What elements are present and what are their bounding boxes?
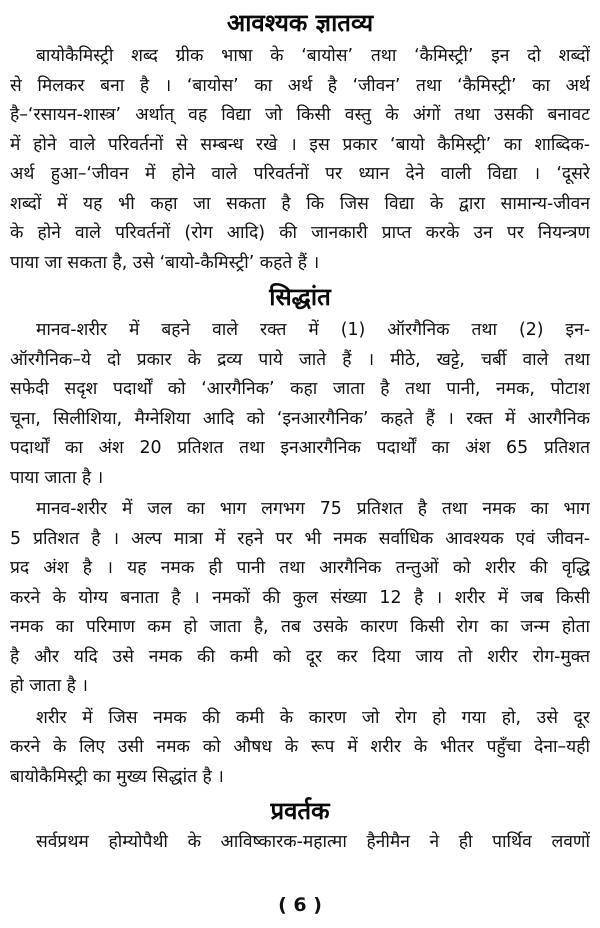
text-line: पाया जाता है ।	[10, 467, 104, 488]
text-line: करने के योग्य बनाता है । नमकों की कुल संख्या 12 है । शरीर में जब किसी	[10, 587, 590, 608]
text-line: बायोकैमिस्ट्री शब्द ग्रीक भाषा के ‘बायोस’ तथा ‘कैमिस्ट्री’ इन दो शब्दों	[36, 46, 590, 66]
paragraph-principle-2	[10, 495, 590, 702]
paragraph-principle-3	[10, 704, 590, 793]
text-line: है और यदि उसे नमक की कमी को दूर कर दिया जाय तो शरीर रोग-मुक्त	[10, 646, 590, 667]
text-line: पदार्थों का अंश 20 प्रतिशत तथा इनआरगैनिक पदार्थों का अंश 65 प्रतिशत	[10, 438, 590, 458]
section-heading-founder: प्रवर्तक	[270, 797, 330, 825]
book-page	[10, 6, 590, 922]
section-heading-essential-info: आवश्यक ज्ञातव्य	[226, 9, 374, 37]
text-line: शरीर में जिस नमक की कमी के कारण जो रोग हो गया हो, उसे दूर	[36, 707, 590, 728]
text-line: के होने वाले परिवर्तनों (रोग आदि) की जानकारी प्राप्त करके उन पर नियन्त्रण	[10, 223, 590, 243]
text-line: नमक का परिमाण कम हो जाता है, तब उसके कारण किसी रोग का जन्म होता	[10, 617, 590, 637]
text-line: से मिलकर बना है । ‘बायोस’ का अर्थ है ‘जीवन’ तथा ‘कैमिस्ट्री’ का अर्थ	[10, 75, 590, 96]
text-line: करने के लिए उसी नमक को औषध के रूप में शरीर के भीतर पहुँचा देना–यही	[10, 737, 590, 757]
text-line: 5 प्रतिशत है । अल्प मात्रा में रहने पर भी नमक सर्वाधिक आवश्यक एवं जीवन-	[10, 528, 590, 549]
text-line: है–‘रसायन-शास्त्र’ अर्थात् वह विद्या जो किसी वस्तु के अंगों तथा उसकी बनावट	[10, 105, 590, 125]
text-line: ऑरगैनिक–ये दो प्रकार के द्रव्य पाये जाते हैं । मीठे, खट्टे, चर्बी वाले तथा	[10, 349, 590, 370]
text-line: प्रद अंश है । यह नमक ही पानी तथा आरगैनिक तन्तुओं को शरीर की वृद्धि	[10, 558, 590, 578]
text-line: शब्दों में यह भी कहा जा सकता है कि जिस विद्या के द्वारा सामान्य-जीवन	[10, 193, 590, 214]
text-line: पाया जा सकता है, उसे ‘बायो-कैमिस्ट्री’ कहते हैं ।	[10, 252, 320, 273]
text-line: सफेदी सदृश पदार्थों को ‘आरगैनिक’ कहा जाता है तथा पानी, नमक, पोटाश	[10, 379, 590, 399]
text-line: में होने वाले परिवर्तनों से सम्बन्ध रखे । इस प्रकार ‘बायो कैमिस्ट्री’ का शाब्दिक-	[10, 134, 590, 155]
text-line: बायोकैमिस्ट्री का मुख्य सिद्धांत है ।	[10, 766, 224, 787]
paragraph-essential-info	[10, 42, 590, 278]
paragraph-founder	[10, 828, 590, 858]
text-line: चूना, सिलीशिया, मैग्नेशिया आदि को ‘इनआरगैनिक’ कहते हैं । रक्त में आरगैनिक	[10, 408, 590, 429]
text-line: सर्वप्रथम होम्योपैथी के आविष्कारक-महात्मा हैनीमैन ने ही पार्थिव लवणों	[36, 832, 590, 852]
page-number: ( 6 )	[278, 894, 322, 916]
text-line: मानव-शरीर में जल का भाग लगभग 75 प्रतिशत है तथा नमक का भाग	[36, 499, 590, 519]
section-heading-principle: सिद्धांत	[269, 283, 331, 311]
text-line: अर्थ हुआ–‘जीवन में होने वाले परिवर्तनों पर ध्यान देने वाली विद्या । ‘दूसरे	[10, 164, 590, 184]
text-line: मानव-शरीर में बहने वाले रक्त में (1) ऑरगैनिक तथा (2) इन-	[36, 320, 590, 340]
paragraph-principle-1	[10, 316, 590, 493]
text-line: हो जाता है ।	[10, 676, 88, 696]
